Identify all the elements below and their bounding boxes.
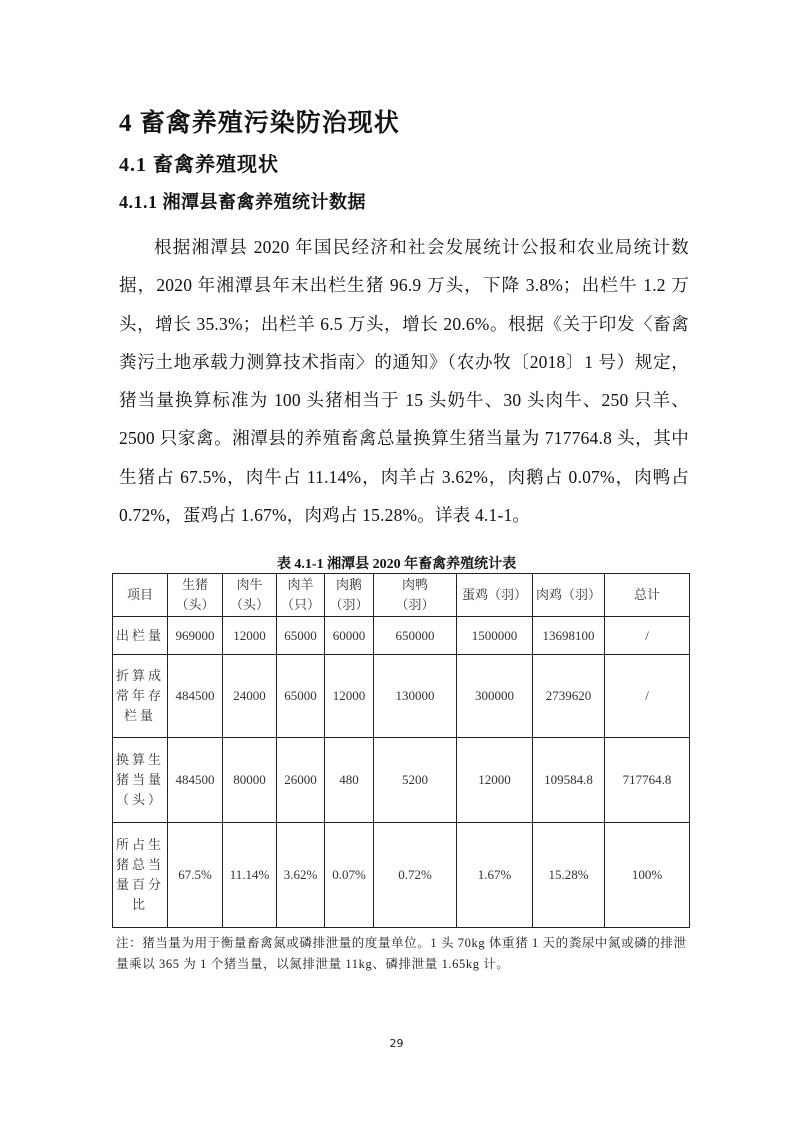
table-row [113, 655, 690, 738]
table-cell: 480 [325, 738, 374, 823]
table-cell: 1500000 [457, 617, 533, 655]
header-cell: 肉鸭 （羽） [374, 574, 457, 617]
table-cell: 5200 [374, 738, 457, 823]
table-cell: 65000 [277, 655, 325, 738]
table-cell: 650000 [374, 617, 457, 655]
table-cell: 100% [605, 823, 690, 928]
table-cell: 65000 [277, 617, 325, 655]
table-cell: 0.72% [374, 823, 457, 928]
table-cell: 12000 [223, 617, 277, 655]
header-cell: 项目 [113, 574, 168, 617]
table-caption: 表 4.1-1 湘潭县 2020 年畜禽养殖统计表 [276, 557, 517, 572]
table-row [113, 617, 690, 655]
table-cell: / [605, 655, 690, 738]
table-cell: 12000 [325, 655, 374, 738]
table-row [113, 738, 690, 823]
header-cell: 生猪 （头） [168, 574, 223, 617]
row-label: 折算成常年存栏量 [113, 655, 168, 738]
header-cell: 肉牛 （头） [223, 574, 277, 617]
table-cell: / [605, 617, 690, 655]
table-cell: 0.07% [325, 823, 374, 928]
table-cell: 300000 [457, 655, 533, 738]
table-cell: 3.62% [277, 823, 325, 928]
row-label: 换算生猪当量（头） [113, 738, 168, 823]
row-label: 所占生猪总当量百分比 [113, 823, 168, 928]
subsection-heading: 4.1.1 湘潭县畜禽养殖统计数据 [119, 192, 366, 212]
header-cell: 蛋鸡（羽） [457, 574, 533, 617]
table-cell: 12000 [457, 738, 533, 823]
table-cell: 130000 [374, 655, 457, 738]
livestock-statistics-table [112, 573, 690, 928]
table-cell: 15.28% [533, 823, 605, 928]
table-cell: 717764.8 [605, 738, 690, 823]
table-header-row [113, 574, 690, 617]
header-cell: 肉羊 （只） [277, 574, 325, 617]
header-cell: 肉鸡（羽） [533, 574, 605, 617]
chapter-heading: 4 畜禽养殖污染防治现状 [119, 110, 400, 137]
table-cell: 24000 [223, 655, 277, 738]
table-cell: 60000 [325, 617, 374, 655]
table-cell: 67.5% [168, 823, 223, 928]
table-cell: 80000 [223, 738, 277, 823]
table-cell: 1.67% [457, 823, 533, 928]
table-cell: 484500 [168, 655, 223, 738]
table-cell: 484500 [168, 738, 223, 823]
row-label: 出栏量 [113, 617, 168, 655]
table-cell: 2739620 [533, 655, 605, 738]
body-paragraph: 根据湘潭县 2020 年国民经济和社会发展统计公报和农业局统计数据，2020 年湘潭县年末出栏生猪 96.9 万头，下降 3.8%；出栏牛 1.2 万头，增长 35.3%；出栏羊 6.5 万头，增长 20.6%。根据《关于印发〈畜禽粪污土地承载力测算技术指南〉的通知》（农办牧〔2018〕1 号）规定，猪当量换算标准为 100 头猪相当于 15 头奶牛、30 头肉牛、250 只羊、2500 只家禽。湘潭县的养殖畜禽总量换算生猪当量为 717764.8 头，其中生猪占 67.5%，肉牛占 11.14%，肉羊占 3.62%，肉鹅占 0.07%，肉鸭占 0.72%，蛋鸡占 1.67%，肉鸡占 15.28%。详表 4.1-1。 [119, 237, 689, 526]
page-number: 29 [389, 1037, 404, 1050]
table-row [113, 823, 690, 928]
table-footnote: 注：猪当量为用于衡量畜禽氮或磷排泄量的度量单位。1 头 70kg 体重猪 1 天的粪尿中氮或磷的排泄量乘以 365 为 1 个猪当量，以氮排泄量 11kg、磷排泄量 1.65kg 计。 [116, 936, 687, 971]
table-cell: 969000 [168, 617, 223, 655]
table-cell: 26000 [277, 738, 325, 823]
table-cell: 11.14% [223, 823, 277, 928]
section-heading: 4.1 畜禽养殖现状 [119, 154, 279, 176]
table-cell: 13698100 [533, 617, 605, 655]
table-cell: 109584.8 [533, 738, 605, 823]
header-cell: 肉鹅 （羽） [325, 574, 374, 617]
header-cell: 总计 [605, 574, 690, 617]
